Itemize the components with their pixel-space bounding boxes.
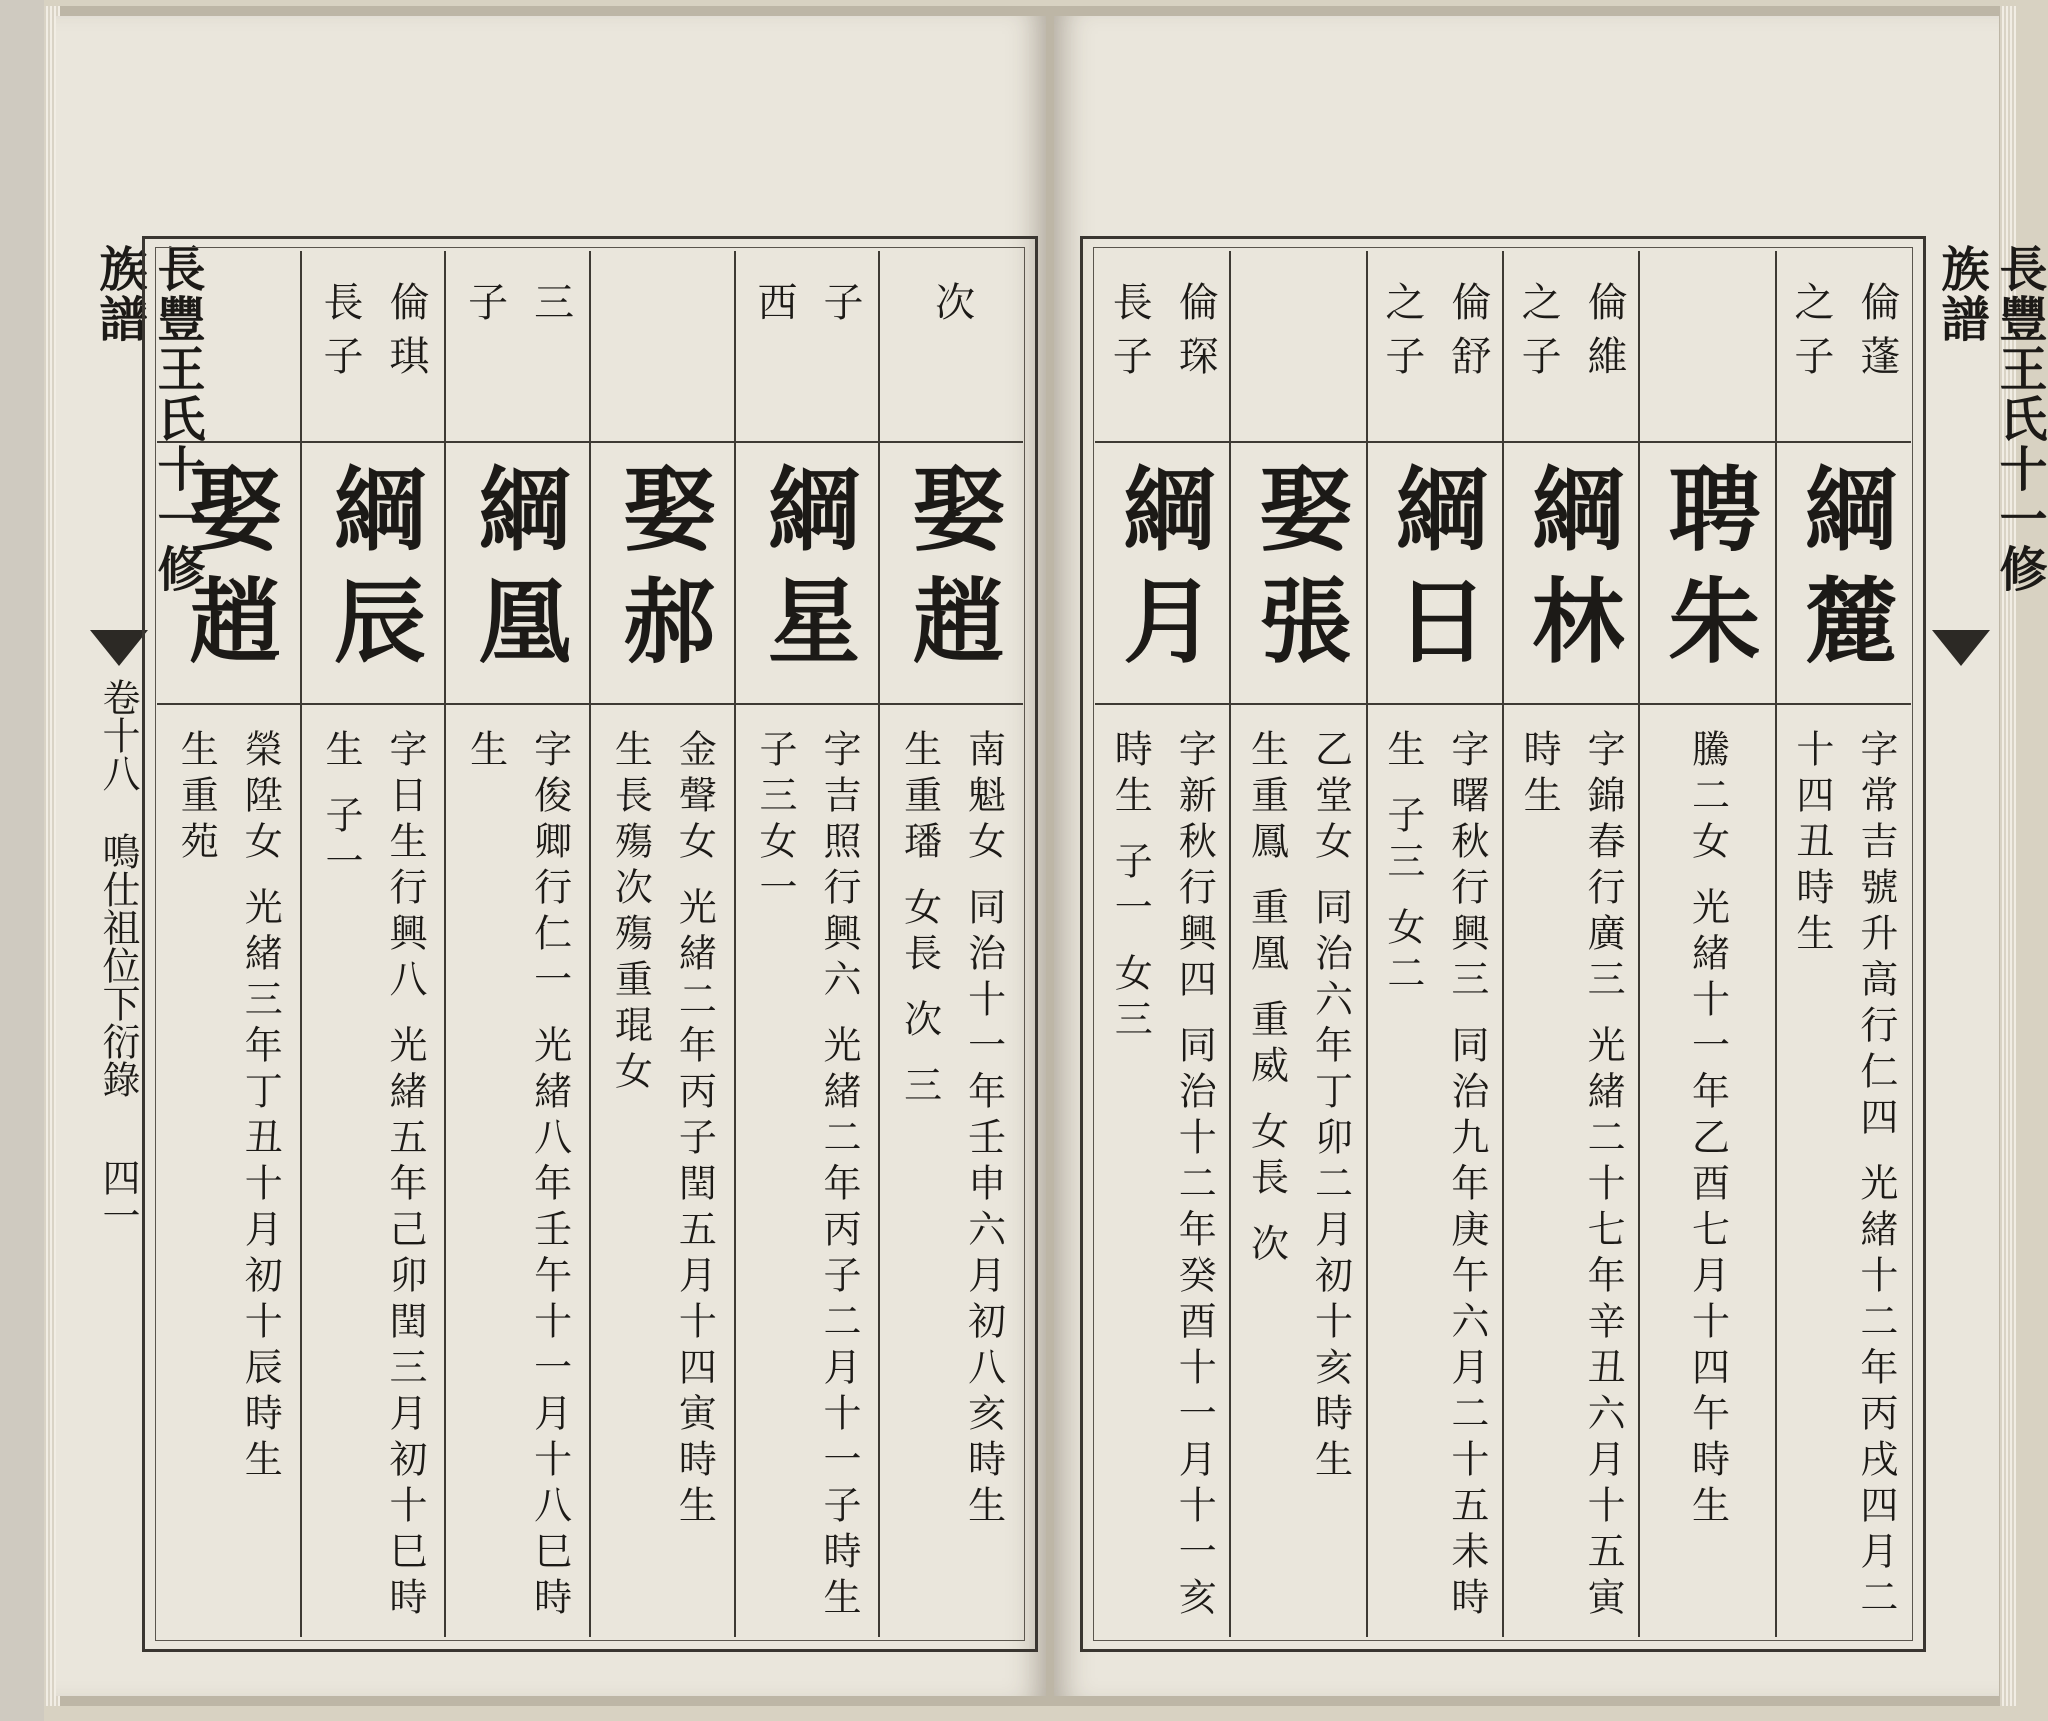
- bio-line: 乙堂女 同治六年丁卯二月初十亥時生: [1308, 729, 1353, 1486]
- entry-column: [1229, 251, 1365, 1637]
- person-name: 綱辰: [318, 461, 427, 685]
- bio-line: 榮陞女 光緒三年丁丑十月初十辰時生: [238, 729, 283, 1486]
- relation-text: 之子: [1515, 281, 1562, 389]
- relation-text: 倫舒: [1444, 281, 1491, 389]
- relation-text: 倫琪: [382, 281, 429, 389]
- person-name: 綱麓: [1789, 461, 1898, 685]
- entry-column: [444, 251, 589, 1637]
- person-name: 娶趙: [897, 461, 1006, 685]
- name-cell: [880, 461, 1023, 721]
- bio-cell: [880, 729, 1023, 1637]
- name-cell: [736, 461, 879, 721]
- entry-column: [1775, 251, 1911, 1637]
- fishtail-icon: [1932, 630, 1990, 666]
- bio-cell: [1095, 729, 1229, 1637]
- person-name: 娶郝: [608, 461, 717, 685]
- bio-cell: [1504, 729, 1638, 1637]
- person-name: 綱月: [1108, 461, 1217, 685]
- left-columns: [157, 251, 1023, 1637]
- name-cell: [1231, 461, 1365, 721]
- volume-label: 卷十八: [96, 678, 140, 792]
- name-cell: [1640, 461, 1774, 721]
- fishtail-icon: [90, 630, 148, 666]
- bio-line: 生重鳳 重凰 重威 女長 次: [1244, 729, 1289, 1270]
- entry-column: [300, 251, 445, 1637]
- relation-cell: [1777, 281, 1911, 421]
- relation-cell: [736, 281, 879, 421]
- relation-cell: [446, 281, 589, 421]
- right-spine: [1932, 244, 2047, 1638]
- right-spine-title: 長豐王氏十一修族譜: [1933, 244, 2047, 594]
- right-columns: [1095, 251, 1911, 1637]
- relation-cell: [1640, 281, 1774, 421]
- bio-line: 字新秋行興四 同治十二年癸酉十一月十一亥: [1172, 729, 1217, 1624]
- person-name: 綱林: [1517, 461, 1626, 685]
- entry-column: [157, 251, 300, 1637]
- bio-line: 十四丑時生: [1789, 729, 1834, 959]
- relation-cell: [1368, 281, 1502, 421]
- relation-cell: [302, 281, 445, 421]
- person-name: 娶張: [1244, 461, 1353, 685]
- relation-text: 倫維: [1581, 281, 1628, 389]
- right-frame: [1080, 236, 1926, 1652]
- relation-text: 子: [461, 281, 508, 335]
- bio-line: 時生 子一 女三: [1108, 729, 1153, 1046]
- entry-column: [734, 251, 879, 1637]
- relation-text: 子: [816, 281, 863, 335]
- divider: [1095, 441, 1911, 443]
- relation-text: 之子: [1378, 281, 1425, 389]
- bio-line: 字吉照行興六 光緒二年丙子二月十一子時生: [816, 729, 861, 1624]
- bio-cell: [736, 729, 879, 1637]
- person-name: 綱星: [752, 461, 861, 685]
- bio-line: 時生: [1517, 729, 1562, 821]
- relation-cell: [1095, 281, 1229, 421]
- bio-cell: [1777, 729, 1911, 1637]
- person-name: 聘朱: [1653, 461, 1762, 685]
- divider: [157, 441, 1023, 443]
- person-name: 娶趙: [174, 461, 283, 685]
- bio-cell: [157, 729, 300, 1637]
- bio-line: 生: [463, 729, 508, 775]
- relation-cell: [157, 281, 300, 421]
- name-cell: [157, 461, 300, 721]
- relation-cell: [880, 281, 1023, 421]
- bio-line: 生重苑: [174, 729, 219, 867]
- open-book: [44, 6, 2047, 1706]
- relation-text: 西: [750, 281, 797, 335]
- bio-line: 生 子一: [318, 729, 363, 888]
- relation-cell: [591, 281, 734, 421]
- person-name: 綱凰: [463, 461, 572, 685]
- bio-line: 字錦春行廣三 光緒二十七年辛丑六月十五寅: [1581, 729, 1626, 1624]
- name-cell: [1368, 461, 1502, 721]
- left-page: [56, 16, 1046, 1696]
- bio-line: 生 子三 女二: [1380, 729, 1425, 1000]
- bio-line: 字常吉號升高行仁四 光緒十二年丙戌四月二: [1853, 729, 1898, 1624]
- relation-text: 次: [928, 281, 975, 335]
- bio-line: 字曙秋行興三 同治九年庚午六月二十五未時: [1444, 729, 1489, 1624]
- bio-line: 南魁女 同治十一年壬申六月初八亥時生: [961, 729, 1006, 1532]
- section-label: 鳴仕祖位下衍錄: [96, 832, 140, 1098]
- relation-text: 長子: [1106, 281, 1153, 389]
- name-cell: [302, 461, 445, 721]
- bio-cell: [591, 729, 734, 1637]
- divider: [1095, 703, 1911, 705]
- bio-cell: [1368, 729, 1502, 1637]
- name-cell: [1777, 461, 1911, 721]
- name-cell: [591, 461, 734, 721]
- entry-column: [1366, 251, 1502, 1637]
- bio-line: 字日生行興八 光緒五年己卯閏三月初十巳時: [382, 729, 427, 1624]
- relation-text: 長子: [316, 281, 363, 389]
- right-page: [1054, 16, 2047, 1696]
- bio-cell: [1231, 729, 1365, 1637]
- name-cell: [1095, 461, 1229, 721]
- bio-line: 子三女一: [752, 729, 797, 913]
- relation-text: 三: [527, 281, 574, 335]
- bio-line: 騰二女 光緒十一年乙酉七月十四午時生: [1685, 729, 1730, 1532]
- bio-cell: [446, 729, 589, 1637]
- relation-cell: [1504, 281, 1638, 421]
- relation-text: 倫蓬: [1853, 281, 1900, 389]
- relation-cell: [1231, 281, 1365, 421]
- entry-column: [878, 251, 1023, 1637]
- entry-column: [1502, 251, 1638, 1637]
- left-frame: [142, 236, 1038, 1652]
- name-cell: [1504, 461, 1638, 721]
- page-number: 四一: [96, 1158, 140, 1234]
- divider: [157, 703, 1023, 705]
- person-name: 綱日: [1380, 461, 1489, 685]
- left-spine-title: 長豐王氏十一修族譜: [91, 244, 205, 594]
- entry-column: [1095, 251, 1229, 1637]
- relation-text: 倫琛: [1172, 281, 1219, 389]
- scan-edge: [0, 0, 44, 1721]
- bio-line: 金聲女 光緒二年丙子閏五月十四寅時生: [672, 729, 717, 1532]
- entry-column: [1638, 251, 1774, 1637]
- entry-column: [589, 251, 734, 1637]
- name-cell: [446, 461, 589, 721]
- bio-line: 生重璠 女長 次 三: [897, 729, 942, 1112]
- bio-cell: [1640, 729, 1774, 1637]
- bio-line: 生長殤次殤重琨女: [608, 729, 653, 1097]
- bio-cell: [302, 729, 445, 1637]
- bio-line: 字俊卿行仁一 光緒八年壬午十一月十八巳時: [527, 729, 572, 1624]
- relation-text: 之子: [1787, 281, 1834, 389]
